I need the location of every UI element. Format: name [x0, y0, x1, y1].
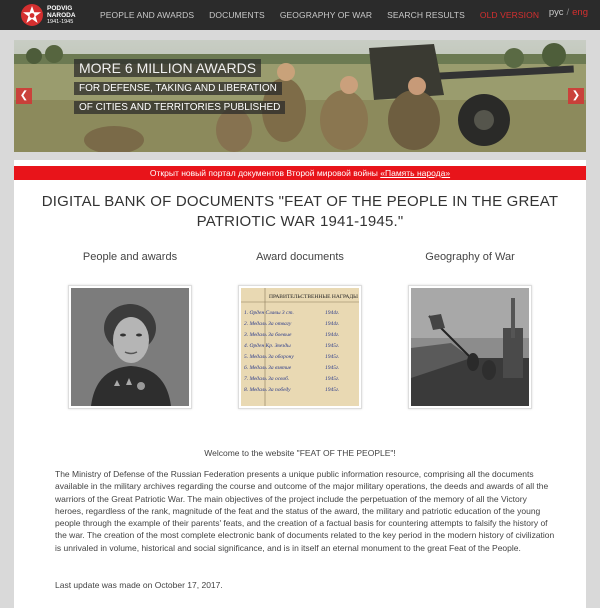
doc-line-text: 5. Медаль За оборону	[244, 354, 294, 360]
doc-line-year: 1945г.	[325, 354, 340, 360]
last-update-text: Last update was made on October 17, 2017.	[55, 580, 223, 590]
banner-next-button[interactable]	[568, 88, 584, 104]
page-title-line-2: PATRIOTIC WAR 1941-1945."	[196, 213, 404, 230]
nav-geography-of-war[interactable]: GEOGRAPHY OF WAR	[279, 10, 373, 20]
lang-separator: /	[566, 7, 570, 18]
portrait-photo	[71, 288, 189, 406]
hero-banner	[14, 40, 586, 152]
chevron-left-icon: ❮	[19, 90, 29, 101]
doc-line-text: 3. Медаль За боевые	[244, 332, 292, 338]
doc-line-text: 6. Медаль За взятие	[244, 365, 292, 371]
doc-line-year: 1945г.	[325, 343, 340, 349]
page-title	[14, 192, 586, 232]
lang-en-link[interactable]: eng	[572, 7, 588, 18]
banner-prev-button[interactable]	[16, 88, 32, 104]
reichstag-photo	[411, 288, 529, 406]
logo-text	[47, 5, 76, 26]
top-navigation-bar	[0, 0, 600, 30]
page-title-line-1: DIGITAL BANK OF DOCUMENTS "FEAT OF THE PEOPLE IN THE GREAT	[41, 193, 559, 210]
doc-header-text: ПРАВИТЕЛЬСТВЕННЫЕ НАГРАДЫ	[269, 294, 358, 300]
doc-line-year: 1945г.	[325, 376, 340, 382]
logo-line-3: 1941-1945	[47, 19, 74, 25]
star-logo-icon	[20, 3, 44, 27]
column-title-documents[interactable]: Award documents	[256, 251, 344, 263]
doc-line-year: 1945г.	[325, 365, 340, 371]
site-logo[interactable]	[20, 2, 80, 28]
doc-line-year: 1945г.	[325, 387, 340, 393]
content-panel	[14, 160, 586, 608]
doc-line-text: 1. Орден Славы 3 ст.	[244, 310, 294, 316]
language-switcher	[549, 7, 588, 18]
welcome-text: Welcome to the website "FEAT OF THE PEOPLE"!	[204, 448, 396, 458]
people-awards-thumbnail[interactable]	[68, 285, 192, 409]
doc-line-text: 2. Медаль За отвагу	[244, 321, 292, 327]
geography-war-thumbnail[interactable]	[408, 285, 532, 409]
logo-line-2: NARODA	[47, 12, 76, 19]
intro-paragraph: The Ministry of Defense of the Russian Federation presents a unique public information resource, comprising all the documents available in the military archives regarding the course and outcome of the major military operations, the deeds and awards of all the warriors of the Great Patriotic War. The main objectives of the project include the perpetuation of the memory of all the Victory heroes, regardless of the rank, magnitude of the feat and the status of the award, the military and patriotic education of the young people through the example of their parents' feats, and the creation of a factual basis for countering attempts to falsify the history of the war. The creation of the most complete electronic bank of documents related to the key period in the modern history of civilization is unrivaled in volume, historical and social significance, and is in itself an eternal monument to the great Feat of the People.	[55, 469, 555, 553]
banner-photo	[14, 40, 586, 152]
notice-banner	[14, 166, 586, 180]
document-scan-image	[241, 288, 359, 406]
lang-ru-link[interactable]: рус	[548, 7, 564, 18]
nav-documents[interactable]: DOCUMENTS	[209, 10, 265, 20]
doc-line-text: 8. Медаль За победу	[244, 387, 291, 393]
doc-line-text: 7. Медаль За освоб.	[244, 376, 290, 382]
doc-line-year: 1944г.	[325, 332, 340, 338]
banner-caption-title: MORE 6 MILLION AWARDS	[74, 59, 261, 77]
doc-line-year: 1944г.	[325, 310, 340, 316]
doc-line-text: 4. Орден Кр. Звезды	[244, 343, 291, 349]
nav-old-version[interactable]: OLD VERSION	[479, 10, 540, 20]
doc-line-year: 1944г.	[325, 321, 340, 327]
column-title-people[interactable]: People and awards	[82, 251, 178, 263]
main-nav	[100, 0, 554, 30]
column-title-geography[interactable]: Geography of War	[425, 251, 515, 263]
chevron-right-icon: ❯	[571, 90, 581, 101]
award-documents-thumbnail[interactable]	[238, 285, 362, 409]
banner-caption-line-2: OF CITIES AND TERRITORIES PUBLISHED	[74, 101, 285, 114]
notice-text: Открыт новый портал документов Второй мировой войны	[149, 168, 381, 178]
nav-search-results[interactable]: SEARCH RESULTS	[387, 10, 465, 20]
notice-link[interactable]: «Память народа»	[380, 168, 451, 178]
logo-line-1: PODVIG	[47, 5, 73, 12]
banner-caption-line-1: FOR DEFENSE, TAKING AND LIBERATION	[74, 82, 282, 95]
nav-people-and-awards[interactable]: PEOPLE AND AWARDS	[100, 10, 195, 20]
